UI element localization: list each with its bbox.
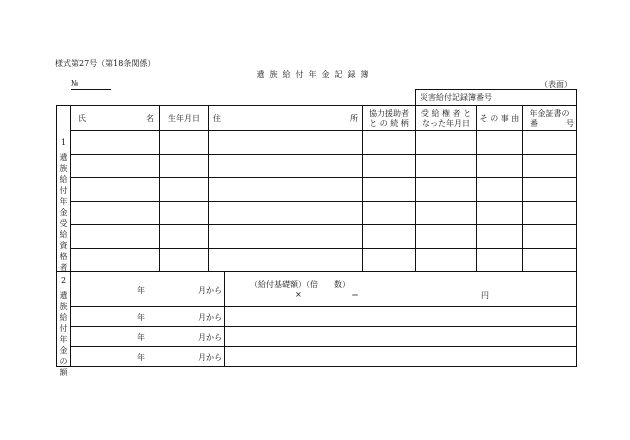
section2-label-char: の — [59, 357, 68, 366]
section1-number: 1 — [60, 138, 67, 147]
section2-label — [57, 290, 70, 378]
section1-label-char: 付 — [59, 186, 68, 195]
formula-header: （給付基礎額）（倍 数） — [250, 280, 350, 289]
section1-label-char: 給 — [59, 230, 68, 239]
section2-label-char: 年 — [59, 335, 68, 344]
section1-label-char: 遺 — [59, 153, 68, 162]
header-name-right: 名 — [146, 114, 154, 123]
table-row[interactable] — [71, 225, 576, 248]
header-relation-line2: と の 続 柄 — [369, 119, 409, 128]
disaster-register-label: 災害給付記録簿番号 — [420, 93, 492, 102]
header-reason: そ の 事 由 — [479, 114, 520, 123]
header-cert-line2-right: 号 — [566, 119, 574, 128]
section1-label-char: 資 — [59, 241, 68, 250]
section2-label-char: 族 — [59, 302, 68, 311]
form-number: 様式第27号（第18条関係） — [55, 59, 156, 68]
page-title: 遺族給付年金記録簿 — [256, 70, 374, 79]
record-number-field[interactable] — [71, 79, 111, 90]
formula-equals: ＝ — [351, 291, 359, 300]
section2-label-char: 給 — [59, 313, 68, 322]
table-row[interactable] — [71, 249, 576, 271]
section1-label-char: 族 — [59, 164, 68, 173]
section1-label — [57, 152, 70, 273]
header-cert-line1: 年金証書の — [529, 109, 570, 118]
section1-label-char: 格 — [59, 252, 68, 261]
header-date-line2: なった年月日 — [422, 119, 470, 128]
year-label: 年 — [137, 353, 145, 362]
header-name-left: 氏 — [78, 114, 86, 123]
section2-label-char: 額 — [59, 368, 68, 377]
year-label: 年 — [137, 333, 145, 342]
header-address-right: 所 — [350, 114, 358, 123]
section2-number: 2 — [60, 276, 67, 285]
section2-label-char: 付 — [59, 324, 68, 333]
section1-label-char: 年 — [59, 197, 68, 206]
header-address-left: 住 — [213, 114, 221, 123]
number-sign-label: № — [71, 79, 79, 88]
from-month-label: 月から — [198, 286, 222, 295]
table-row[interactable] — [71, 155, 576, 177]
table-row[interactable] — [71, 178, 576, 201]
from-month-label: 月から — [198, 313, 222, 322]
header-relation-line1: 協力援助者 — [369, 109, 409, 118]
year-label: 年 — [137, 313, 145, 322]
table-row[interactable] — [71, 202, 576, 224]
section2-label-char: 遺 — [59, 291, 68, 300]
from-month-label: 月から — [198, 333, 222, 342]
from-month-label: 月から — [198, 353, 222, 362]
year-label: 年 — [137, 286, 145, 295]
section1-label-char: 金 — [59, 208, 68, 217]
section1-label-char: 受 — [59, 219, 68, 228]
header-cert-line2-left: 番 — [530, 119, 538, 128]
section2-label-char: 金 — [59, 346, 68, 355]
section1-label-char: 給 — [59, 175, 68, 184]
header-date-line1: 受 給 権 者 と — [420, 109, 472, 118]
side-label: （表面） — [540, 80, 572, 89]
table-row[interactable] — [71, 131, 576, 154]
header-birthdate: 生年月日 — [168, 114, 200, 123]
formula-yen: 円 — [481, 291, 489, 300]
formula-times: × — [295, 290, 302, 299]
section1-label-char: 者 — [59, 263, 68, 272]
